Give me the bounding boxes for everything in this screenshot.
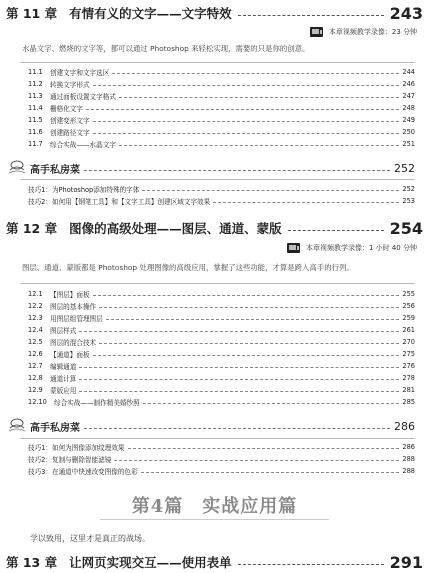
section-number: 11.6 bbox=[28, 128, 43, 136]
section-page: 246 bbox=[402, 80, 415, 88]
video-duration bbox=[287, 243, 417, 253]
section-title: 转换文字形式 bbox=[50, 81, 90, 89]
section-number: 11.2 bbox=[28, 80, 43, 88]
toc-item[interactable] bbox=[28, 139, 415, 149]
section-number: 12.1 bbox=[28, 290, 43, 298]
section-number: 11.4 bbox=[28, 104, 43, 112]
video-duration bbox=[310, 27, 417, 37]
toc-item[interactable] bbox=[28, 385, 415, 395]
section-number: 12.9 bbox=[28, 386, 43, 394]
section-number: 12.10 bbox=[28, 398, 47, 406]
toc-item[interactable] bbox=[28, 103, 415, 113]
section-page: 270 bbox=[402, 338, 415, 346]
section-page: 261 bbox=[402, 326, 415, 334]
section-title: 蒙版应用 bbox=[50, 387, 77, 395]
toc-item[interactable] bbox=[28, 337, 415, 347]
section-page: 249 bbox=[402, 116, 415, 124]
tip-title: 技巧2：如何用【钢笔工具】和【文字工具】创建区域文字效果 bbox=[28, 198, 211, 206]
section-title: 图层的混合技术 bbox=[50, 339, 97, 347]
section-page: 278 bbox=[402, 374, 415, 382]
tv-icon bbox=[287, 243, 300, 253]
chapter-page: 254 bbox=[389, 218, 423, 238]
tip-item[interactable] bbox=[28, 454, 415, 464]
chapter-title: 让网页实现交互——使用表单 bbox=[69, 555, 232, 570]
section-page: 275 bbox=[402, 350, 415, 358]
section-number: 12.2 bbox=[28, 302, 43, 310]
section-number: 11.1 bbox=[28, 68, 43, 76]
chef-hat-icon bbox=[8, 160, 26, 176]
section-title: 通过面板设置文字格式 bbox=[50, 93, 116, 101]
tip-page: 288 bbox=[402, 455, 415, 463]
section-title: 编辑通道 bbox=[50, 363, 77, 371]
chapter-number: 第 12 章 bbox=[6, 221, 58, 236]
section-page: 248 bbox=[402, 104, 415, 112]
section-title: 【通道】面板 bbox=[50, 351, 90, 359]
chapter-number: 第 13 章 bbox=[6, 555, 58, 570]
section-page: 255 bbox=[402, 290, 415, 298]
section-title: 创建变形文字 bbox=[50, 117, 90, 125]
section-number: 12.8 bbox=[28, 374, 43, 382]
section-title: 【图层】面板 bbox=[50, 291, 90, 299]
section-title: 图层样式 bbox=[50, 327, 77, 335]
chapter-page: 243 bbox=[389, 3, 423, 23]
tip-title: 技巧3：在通道中快速改变图像的色彩 bbox=[28, 468, 138, 476]
section-page: 256 bbox=[402, 302, 415, 310]
tip-page: 286 bbox=[402, 443, 415, 451]
tv-icon bbox=[310, 27, 323, 37]
section-number: 11.7 bbox=[28, 140, 43, 148]
toc-item[interactable] bbox=[28, 361, 415, 371]
section-page: 244 bbox=[402, 68, 415, 76]
divider bbox=[20, 438, 415, 439]
toc-item[interactable] bbox=[28, 91, 415, 101]
toc-item[interactable] bbox=[28, 79, 415, 89]
toc-item[interactable] bbox=[28, 397, 415, 407]
section-number: 12.3 bbox=[28, 314, 43, 322]
section-title: 通道计算 bbox=[50, 375, 77, 383]
tip-page: 253 bbox=[402, 197, 415, 205]
toc-item[interactable] bbox=[28, 67, 415, 77]
section-title: 栅格化文字 bbox=[50, 105, 83, 113]
section-page: 276 bbox=[402, 362, 415, 370]
section-title: 创建路径文字 bbox=[50, 129, 90, 137]
toc-item[interactable] bbox=[28, 349, 415, 359]
video-text: 本章视频教学录像：23 分钟 bbox=[328, 28, 417, 36]
tip-page: 252 bbox=[402, 185, 415, 193]
section-title: 综合实战——制作精美婚纱照 bbox=[54, 399, 140, 407]
section-number: 12.5 bbox=[28, 338, 43, 346]
tip-item[interactable] bbox=[28, 196, 415, 206]
video-text: 本章视频教学录像：1 小时 40 分钟 bbox=[305, 244, 417, 252]
chef-hat-icon bbox=[8, 418, 26, 434]
toc-item[interactable] bbox=[28, 289, 415, 299]
tip-item[interactable] bbox=[28, 466, 415, 476]
section-page: 259 bbox=[402, 314, 415, 322]
part-subtitle: 学以致用，这里才是真正的战场。 bbox=[30, 534, 150, 543]
section-page: 250 bbox=[402, 128, 415, 136]
master-title: 高手私房菜 bbox=[30, 164, 80, 176]
chapter-12-heading bbox=[6, 219, 423, 237]
section-number: 11.3 bbox=[28, 92, 43, 100]
toc-item[interactable] bbox=[28, 127, 415, 137]
part-divider bbox=[100, 519, 329, 520]
chapter-title: 图像的高级处理——图层、通道、蒙版 bbox=[69, 221, 282, 236]
leader-dashes bbox=[288, 230, 384, 231]
tip-title: 技巧1：为Photoshop添加特殊的字体 bbox=[28, 186, 140, 194]
section-page: 251 bbox=[402, 140, 415, 148]
section-page: 285 bbox=[402, 398, 415, 406]
section-number: 12.7 bbox=[28, 362, 43, 370]
toc-item[interactable] bbox=[28, 313, 415, 323]
chapter-title: 有情有义的文字——文字特效 bbox=[69, 6, 232, 21]
section-title: 图层的基本操作 bbox=[50, 303, 97, 311]
master-page: 252 bbox=[394, 161, 415, 175]
chapter-number: 第 11 章 bbox=[6, 6, 58, 21]
toc-item[interactable] bbox=[28, 301, 415, 311]
section-title: 用图层组管理图层 bbox=[50, 315, 103, 323]
tip-page: 288 bbox=[402, 467, 415, 475]
section-page: 281 bbox=[402, 386, 415, 394]
master-tips-heading bbox=[8, 161, 415, 175]
toc-item[interactable] bbox=[28, 373, 415, 383]
section-number: 11.5 bbox=[28, 116, 43, 124]
chapter-13-heading bbox=[6, 553, 423, 571]
section-page: 247 bbox=[402, 92, 415, 100]
section-title: 综合实战——水晶文字 bbox=[50, 141, 116, 149]
chapter-intro: 图层、通道、蒙版都是 Photoshop 处理图像的高级应用，掌握了这些功能，才算是跨入高手的行列。 bbox=[22, 263, 354, 272]
part-title: 第4篇 实战应用篇 bbox=[131, 496, 298, 517]
tip-item[interactable] bbox=[28, 184, 415, 194]
master-title: 高手私房菜 bbox=[30, 422, 80, 434]
divider bbox=[20, 179, 415, 180]
toc-item[interactable] bbox=[28, 115, 415, 125]
divider bbox=[20, 283, 415, 284]
section-number: 12.4 bbox=[28, 326, 43, 334]
tip-item[interactable] bbox=[28, 442, 415, 452]
tip-title: 技巧1：如何为图像添加纹理效果 bbox=[28, 444, 125, 452]
toc-item[interactable] bbox=[28, 325, 415, 335]
section-title: 创建文字和文字选区 bbox=[50, 69, 110, 77]
leader-dashes bbox=[238, 564, 384, 565]
divider bbox=[20, 62, 415, 63]
master-page: 286 bbox=[394, 419, 415, 433]
tip-title: 技巧2：复制与删除智能滤镜 bbox=[28, 456, 112, 464]
master-tips-heading bbox=[8, 419, 415, 433]
chapter-11-heading bbox=[6, 4, 423, 22]
chapter-page: 291 bbox=[389, 552, 423, 572]
leader-dashes bbox=[238, 15, 384, 16]
chapter-intro: 水晶文字、燃烧的文字等，都可以通过 Photoshop 来轻松实现，需要的只是你的创意。 bbox=[22, 44, 310, 53]
section-number: 12.6 bbox=[28, 350, 43, 358]
